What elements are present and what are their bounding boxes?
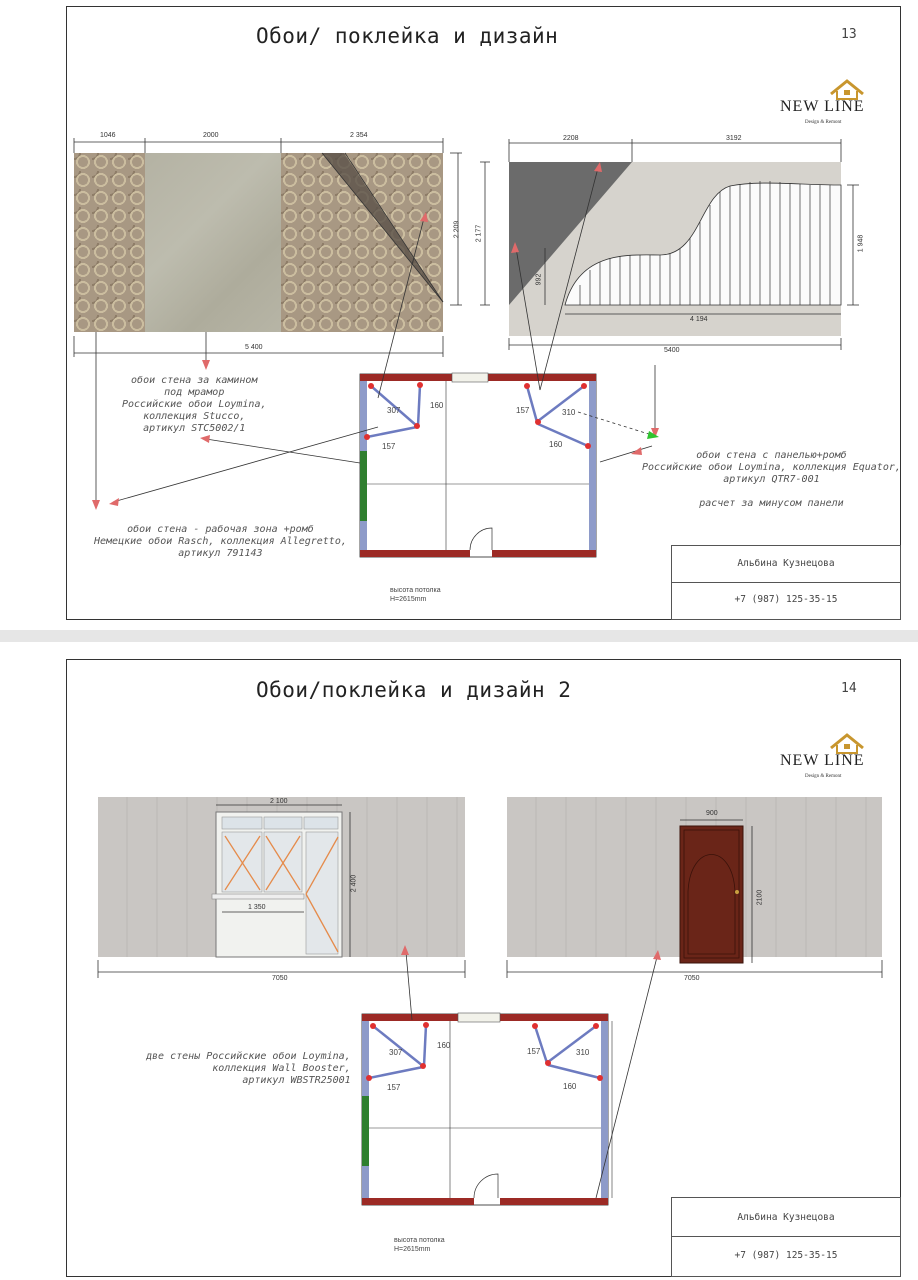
plan-label-157b: 157 bbox=[516, 406, 530, 415]
dim-1350: 1 350 bbox=[248, 904, 266, 911]
callout-arrows bbox=[0, 642, 918, 1280]
plan-label-160b: 160 bbox=[549, 440, 563, 449]
note-two-walls bbox=[146, 1051, 351, 1087]
dim-3192: 3192 bbox=[726, 135, 742, 142]
dim-900: 900 bbox=[706, 810, 718, 817]
dim-7050-right: 7050 bbox=[684, 975, 700, 982]
note-panel-line2: Российские обои Loymina, коллекция Equator, bbox=[642, 462, 901, 473]
note-fireplace-line2: под мрамор bbox=[164, 387, 225, 398]
dim-2100-door: 2100 bbox=[756, 889, 764, 906]
plan-label-160: 160 bbox=[437, 1041, 451, 1050]
page-14 bbox=[0, 642, 918, 1280]
designer-name: Альбина Кузнецова bbox=[737, 1212, 835, 1223]
dim-992: 992 bbox=[535, 273, 543, 286]
ceiling-height: H=2615mm bbox=[394, 1246, 431, 1253]
ceiling-label: высота потолка bbox=[390, 587, 441, 594]
page-number: 13 bbox=[841, 27, 857, 42]
note-panel-line5: расчет за минусом панели bbox=[699, 498, 844, 509]
dim-2208: 2208 bbox=[563, 135, 579, 142]
plan-label-157: 157 bbox=[382, 442, 396, 451]
note-two-walls-line2: коллекция Wall Booster, bbox=[212, 1063, 351, 1074]
note-fireplace-line5: артикул STC5002/1 bbox=[143, 423, 246, 434]
note-fireplace bbox=[122, 375, 267, 435]
plan-label-160b: 160 bbox=[563, 1082, 577, 1091]
note-panel-line1: обои стена с панелью+ромб bbox=[696, 450, 847, 461]
designer-phone: +7 (987) 125-35-15 bbox=[734, 594, 838, 605]
plan-label-157: 157 bbox=[387, 1083, 401, 1092]
note-workzone-line1: обои стена - рабочая зона +ромб bbox=[127, 524, 314, 535]
dim-7050-left: 7050 bbox=[272, 975, 288, 982]
plan-label-160: 160 bbox=[430, 401, 444, 410]
designer-phone: +7 (987) 125-35-15 bbox=[734, 1250, 838, 1261]
logo-name: NEW LINE bbox=[780, 752, 865, 769]
note-fireplace-line3: Российские обои Loymina, bbox=[122, 399, 267, 410]
dim-1046: 1046 bbox=[100, 132, 116, 139]
note-panel-line3: артикул QTR7-001 bbox=[723, 474, 820, 485]
logo-subtitle: Design & Remont bbox=[805, 120, 842, 125]
note-fireplace-line4: коллекция Stucco, bbox=[143, 411, 246, 422]
logo-name: NEW LINE bbox=[780, 98, 865, 115]
arrow-head bbox=[202, 360, 210, 370]
dim-5400-right: 5400 bbox=[664, 347, 680, 354]
plan-label-307: 307 bbox=[389, 1048, 403, 1057]
page-13 bbox=[0, 0, 918, 630]
note-two-walls-line3: артикул WBSTR25001 bbox=[242, 1075, 351, 1086]
note-workzone bbox=[94, 524, 347, 560]
plan-label-310: 310 bbox=[576, 1048, 590, 1057]
page-number: 14 bbox=[841, 681, 857, 696]
dim-1948: 1 948 bbox=[857, 234, 865, 253]
designer-name: Альбина Кузнецова bbox=[737, 558, 835, 569]
plan-label-310: 310 bbox=[562, 408, 576, 417]
plan-label-157b: 157 bbox=[527, 1047, 541, 1056]
ceiling-height: H=2615mm bbox=[390, 596, 427, 603]
dim-2400: 2 400 bbox=[350, 874, 358, 893]
page-title: Обои/ поклейка и дизайн bbox=[256, 24, 559, 48]
dim-2177: 2 177 bbox=[475, 224, 483, 243]
ceiling-label: высота потолка bbox=[394, 1237, 445, 1244]
dim-2000: 2000 bbox=[203, 132, 219, 139]
dim-2100: 2 100 bbox=[270, 798, 288, 805]
note-panel bbox=[642, 450, 901, 510]
dim-2209: 2 209 bbox=[453, 220, 461, 239]
designer-box bbox=[671, 1197, 901, 1277]
dim-2354: 2 354 bbox=[350, 132, 368, 139]
logo-subtitle: Design & Remont bbox=[805, 774, 842, 779]
page-title: Обои/поклейка и дизайн 2 bbox=[256, 678, 572, 702]
note-workzone-line2: Немецкие обои Rasch, коллекция Allegretto, bbox=[94, 536, 347, 547]
plan-label-307: 307 bbox=[387, 406, 401, 415]
note-fireplace-line1: обои стена за камином bbox=[131, 375, 258, 386]
note-panel-spacer bbox=[642, 486, 901, 498]
note-two-walls-line1: две стены Российские обои Loymina, bbox=[146, 1051, 351, 1062]
dim-4194: 4 194 bbox=[690, 316, 708, 323]
note-workzone-line3: артикул 791143 bbox=[178, 548, 263, 559]
dim-5400: 5 400 bbox=[245, 344, 263, 351]
designer-box bbox=[671, 545, 901, 620]
